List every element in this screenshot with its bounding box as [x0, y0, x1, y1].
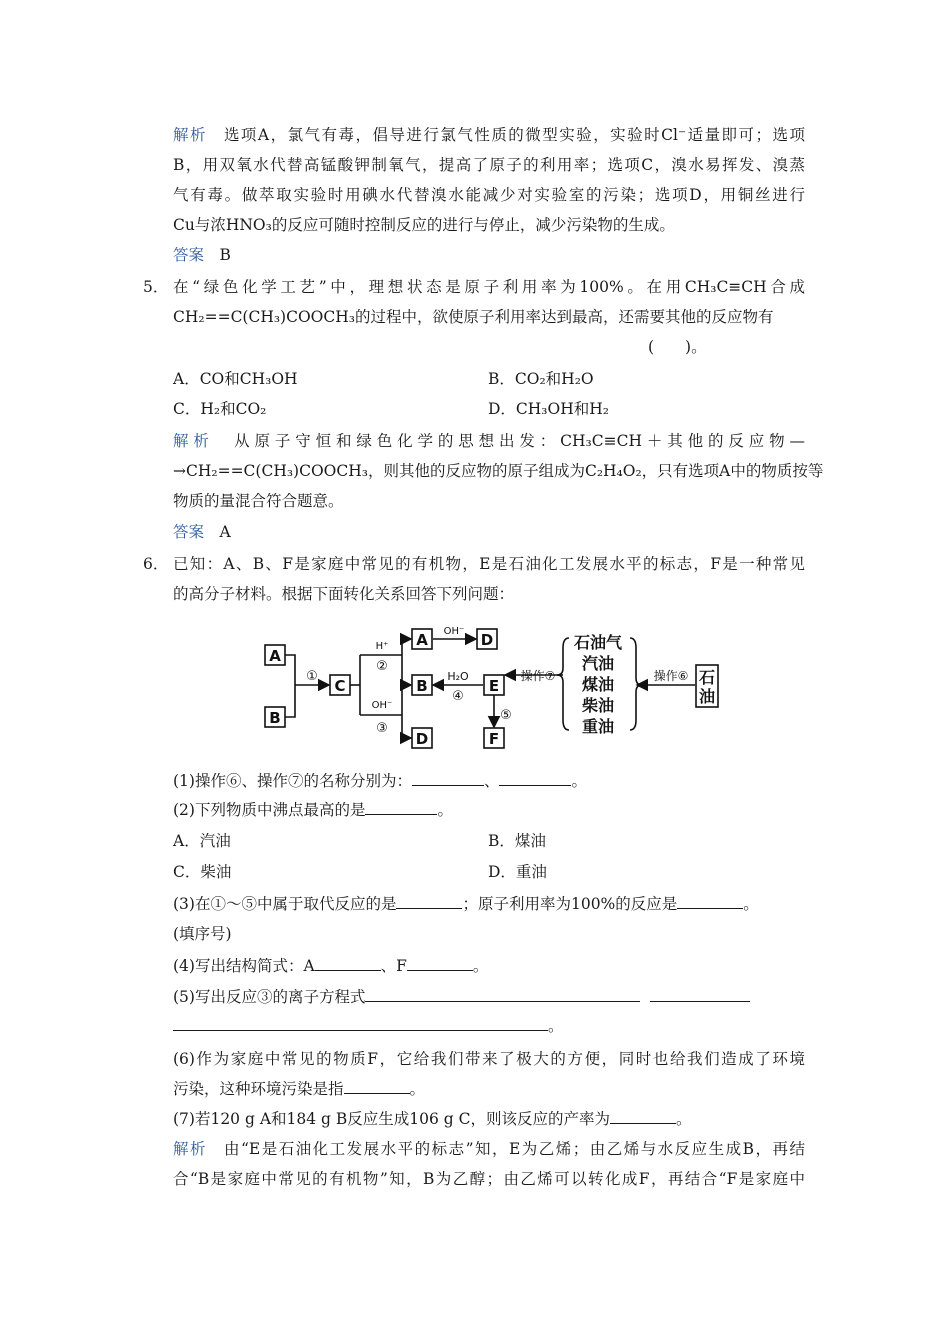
q5-paren: ( )。 — [648, 338, 707, 356]
q6-sub2: (2)下列物质中沸点最高的是 。 — [173, 801, 453, 819]
q5-analysis-line-2: →CH₂==C(CH₃)COOCH₃，则其他的反应物的原子组成为C₂H₄O₂，只有选项A中的物质按等 — [173, 462, 824, 480]
q5-option-a: A．CO和CH₃OH — [173, 370, 298, 388]
answer-blank[interactable] — [677, 894, 743, 909]
node-b: B — [269, 709, 281, 727]
conversion-diagram — [255, 620, 735, 755]
label-r3: ③ — [376, 721, 388, 736]
answer-blank[interactable] — [365, 987, 640, 1002]
q5-option-b: B．CO₂和H₂O — [488, 370, 594, 388]
node-c: C — [334, 677, 346, 695]
answer-blank[interactable] — [344, 1079, 410, 1094]
q6-analysis-line-1: 解析 由“E是石油化工发展水平的标志”知，E为乙烯；由乙烯与水反应生成B，再结 — [173, 1140, 805, 1158]
answer-blank[interactable] — [173, 1016, 548, 1031]
label-h2o: H₂O — [447, 670, 469, 683]
q5-analysis-line-3: 物质的量混合符合题意。 — [173, 492, 344, 510]
q6-stem-2: 的高分子材料。根据下面转化关系回答下列问题： — [173, 585, 515, 603]
fraction-5: 重油 — [581, 717, 615, 736]
answer-blank[interactable] — [396, 894, 462, 909]
node-f: F — [488, 730, 500, 748]
q5-option-d: D．CH₃OH和H₂ — [488, 400, 609, 418]
q6-stem-1: 已知：A、B、F是家庭中常见的有机物，E是石油化工发展水平的标志，F是一种常见 — [173, 555, 805, 573]
q6-sub6-line-2: 污染，这种环境污染是指 。 — [173, 1080, 426, 1098]
q5-option-c: C．H₂和CO₂ — [173, 400, 267, 418]
answer-blank[interactable] — [315, 956, 381, 971]
label-op7: 操作⑦ — [520, 669, 556, 683]
q4-answer: 答案 B — [173, 246, 231, 264]
q6-sub4: (4)写出结构简式：A 、F 。 — [173, 957, 489, 975]
node-a: A — [269, 647, 281, 665]
answer-blank[interactable] — [407, 956, 473, 971]
answer-blank[interactable] — [412, 771, 484, 786]
label-oh-2: OH⁻ — [443, 626, 465, 637]
q6-option-b: B．煤油 — [488, 832, 546, 850]
answer-blank[interactable] — [650, 987, 750, 1002]
answer-blank[interactable] — [610, 1109, 676, 1124]
q6-sub5-cont: 。 — [173, 1015, 564, 1037]
q5-stem-2: CH₂==C(CH₃)COOCH₃的过程中，欲使原子利用率达到最高，还需要其他的反应物有 — [173, 308, 774, 326]
q4-analysis-line-2: B，用双氧水代替高锰酸钾制氧气，提高了原子的利用率；选项C，溴水易挥发、溴蒸 — [173, 156, 805, 174]
analysis-label: 解析 — [173, 126, 207, 144]
label-r2: ② — [376, 659, 388, 674]
q6-sub5: (5)写出反应③的离子方程式 — [173, 986, 750, 1008]
fraction-3: 煤油 — [581, 675, 615, 694]
node-e: E — [488, 677, 500, 695]
q6-option-c: C．柴油 — [173, 863, 232, 881]
q6-option-a: A．汽油 — [173, 832, 231, 850]
label-hplus: H⁺ — [375, 641, 389, 652]
node-b2: B — [416, 677, 428, 695]
node-a2: A — [416, 631, 428, 649]
q5-answer: 答案 A — [173, 523, 231, 541]
oil-1: 石 — [698, 668, 716, 687]
label-r4: ④ — [452, 689, 464, 704]
q5-number: 5． — [143, 278, 169, 296]
q6-analysis-line-2: 合“B是家庭中常见的有机物”知，B为乙醇；由乙烯可以转化成F，再结合“F是家庭中 — [173, 1170, 805, 1188]
q6-sub3: (3)在①～⑤中属于取代反应的是 ；原子利用率为100%的反应是 。 — [173, 895, 759, 913]
label-op6: 操作⑥ — [653, 669, 689, 683]
label-oh-1: OH⁻ — [371, 700, 393, 711]
label-r5: ⑤ — [500, 708, 512, 723]
q6-sub1: (1)操作⑥、操作⑦的名称分别为： 、 。 — [173, 772, 587, 790]
q6-sub6-line-1: (6)作为家庭中常见的物质F，它给我们带来了极大的方便，同时也给我们造成了环境 — [173, 1050, 805, 1068]
node-d2: D — [415, 730, 429, 748]
label-r1: ① — [306, 669, 318, 684]
q6-option-d: D．重油 — [488, 863, 547, 881]
answer-blank[interactable] — [499, 771, 571, 786]
oil-2: 油 — [698, 687, 716, 706]
fraction-1: 石油气 — [573, 633, 623, 652]
q5-stem-1: 在“绿色化学工艺”中，理想状态是原子利用率为100%。在用CH₃C≡CH合成 — [173, 278, 805, 296]
q5-analysis-line-1: 解析 从原子守恒和绿色化学的思想出发：CH₃C≡CH＋其他的反应物— — [173, 432, 805, 450]
node-d: D — [480, 631, 494, 649]
q4-analysis-line-3: 气有毒。做萃取实验时用碘水代替溴水能减少对实验室的污染；选项D，用铜丝进行 — [173, 186, 805, 204]
q4-analysis-line-1: 解析 选项A，氯气有毒，倡导进行氯气性质的微型实验，实验时Cl⁻适量即可；选项 — [173, 126, 805, 144]
q6-sub7: (7)若120 g A和184 g B反应生成106 g C，则该反应的产率为 。 — [173, 1110, 692, 1128]
q4-analysis-line-4: Cu与浓HNO₃的反应可随时控制反应的进行与停止，减少污染物的生成。 — [173, 216, 675, 234]
q6-sub3-note: (填序号) — [173, 925, 232, 943]
fraction-2: 汽油 — [581, 654, 615, 673]
q6-number: 6． — [143, 555, 169, 573]
answer-blank[interactable] — [365, 800, 437, 815]
fraction-4: 柴油 — [581, 696, 615, 715]
